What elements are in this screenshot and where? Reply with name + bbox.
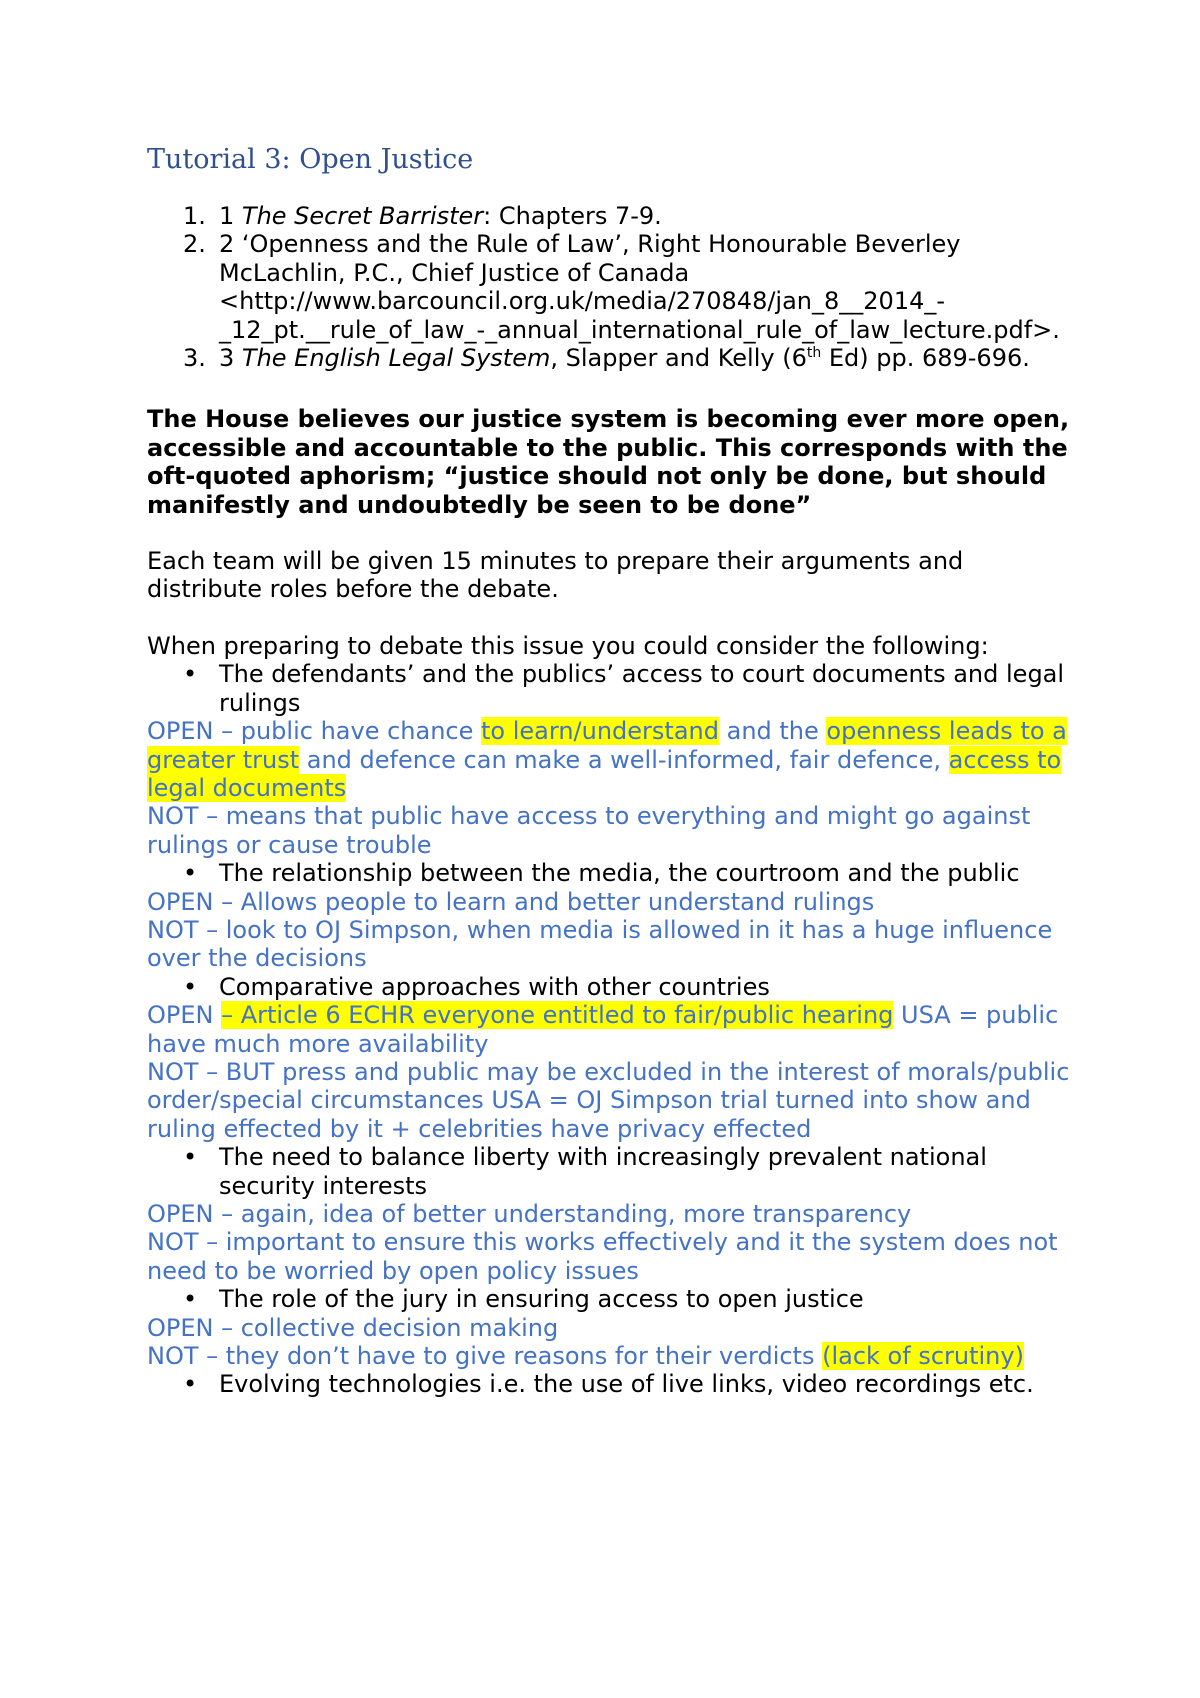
book-title: The English Legal System	[241, 344, 551, 373]
topic-bullet: • The defendants’ and the publics’ access to court documents and legal rulings	[183, 660, 1065, 717]
not-note: NOT – BUT press and public may be excluded in the interest of morals/public order/special circumstances USA = OJ Simpson trial turned into show and ruling effected by it + celebrities have privacy effected	[147, 1057, 1070, 1143]
reading-item: 1. 1 The Secret Barrister: Chapters 7-9.	[183, 202, 662, 230]
open-note: OPEN – again, idea of better understanding, more transparency	[147, 1200, 912, 1228]
book-title: The Secret Barrister	[241, 202, 484, 230]
highlight: access to legal documents	[147, 745, 1062, 802]
topic-bullet: • Evolving technologies i.e. the use of live links, video recordings etc.	[183, 1370, 1034, 1399]
bullet-icon: •	[183, 1285, 198, 1314]
not-note: NOT – means that public have access to everything and might go against rulings or cause trouble	[147, 802, 1031, 859]
open-note: OPEN – Article 6 ECHR everyone entitled to fair/public hearing USA = public have much more availability	[147, 1001, 1059, 1058]
topic-bullet: • Comparative approaches with other countries	[183, 972, 770, 1001]
topic-bullet: • The role of the jury in ensuring access to open justice	[183, 1285, 864, 1314]
open-note: OPEN – public have chance to learn/understand and the openness leads to a greater trust and defence can make a well-informed, fair defence, access to legal documents	[147, 717, 1067, 802]
reading-list	[147, 202, 1077, 372]
highlight: (lack of scrutiny)	[822, 1342, 1024, 1371]
highlight: openness leads to a greater trust	[147, 717, 1067, 774]
topic-bullet: • The need to balance liberty with increasingly prevalent national security interests	[183, 1143, 987, 1200]
reading-item	[147, 230, 1077, 344]
bullet-icon: •	[183, 1370, 198, 1399]
list-number: 2.	[183, 230, 206, 259]
page-title: Tutorial 3: Open Justice	[147, 144, 474, 175]
reading-item: 3. 3 The English Legal System, Slapper and Kelly (6th Ed) pp. 689-696.	[183, 344, 1030, 373]
not-note: NOT – they don’t have to give reasons for their verdicts (lack of scrutiny)	[147, 1342, 1024, 1371]
debate-motion: The House believes our justice system is becoming ever more open, accessible and accountable to the public. This corresponds with the oft-quoted aphorism; “justice should not only be done, but should manifestly and undoubtedly be seen to be done”	[147, 405, 1070, 519]
instructions: Each team will be given 15 minutes to prepare their arguments and distribute roles before the debate.	[147, 547, 964, 604]
open-note: OPEN – collective decision making	[147, 1313, 559, 1342]
not-note: NOT – look to OJ Simpson, when media is allowed in it has a huge influence over the decisions	[147, 915, 1053, 973]
bullet-icon: •	[183, 1143, 198, 1172]
bullet-icon: •	[183, 859, 198, 888]
highlight: – Article 6 ECHR everyone entitled to fair/public hearing	[221, 1001, 894, 1030]
topic-bullet: • The relationship between the media, the courtroom and the public	[183, 859, 1020, 888]
highlight: to learn/understand	[481, 717, 719, 746]
list-number: 1.	[183, 202, 206, 230]
document-body	[147, 140, 1077, 1399]
reference-text: 2 ‘Openness and the Rule of Law’, Right Honourable Beverley McLachlin, P.C., Chief Justice of Canada <http://www.barcouncil.org.uk/media/270848/jan_8__2014_-_12_pt.__rule_of_law_-_annual_international_rule_of_law_lecture.pdf>.	[219, 230, 1060, 344]
open-note: OPEN – Allows people to learn and better understand rulings	[147, 887, 875, 916]
consider-intro: When preparing to debate this issue you could consider the following:	[147, 631, 989, 660]
bullet-icon: •	[183, 660, 198, 689]
bullet-icon: •	[183, 972, 198, 1001]
list-number: 3.	[183, 344, 206, 373]
not-note: NOT – important to ensure this works effectively and it the system does not need to be worried by open policy issues	[147, 1228, 1058, 1285]
